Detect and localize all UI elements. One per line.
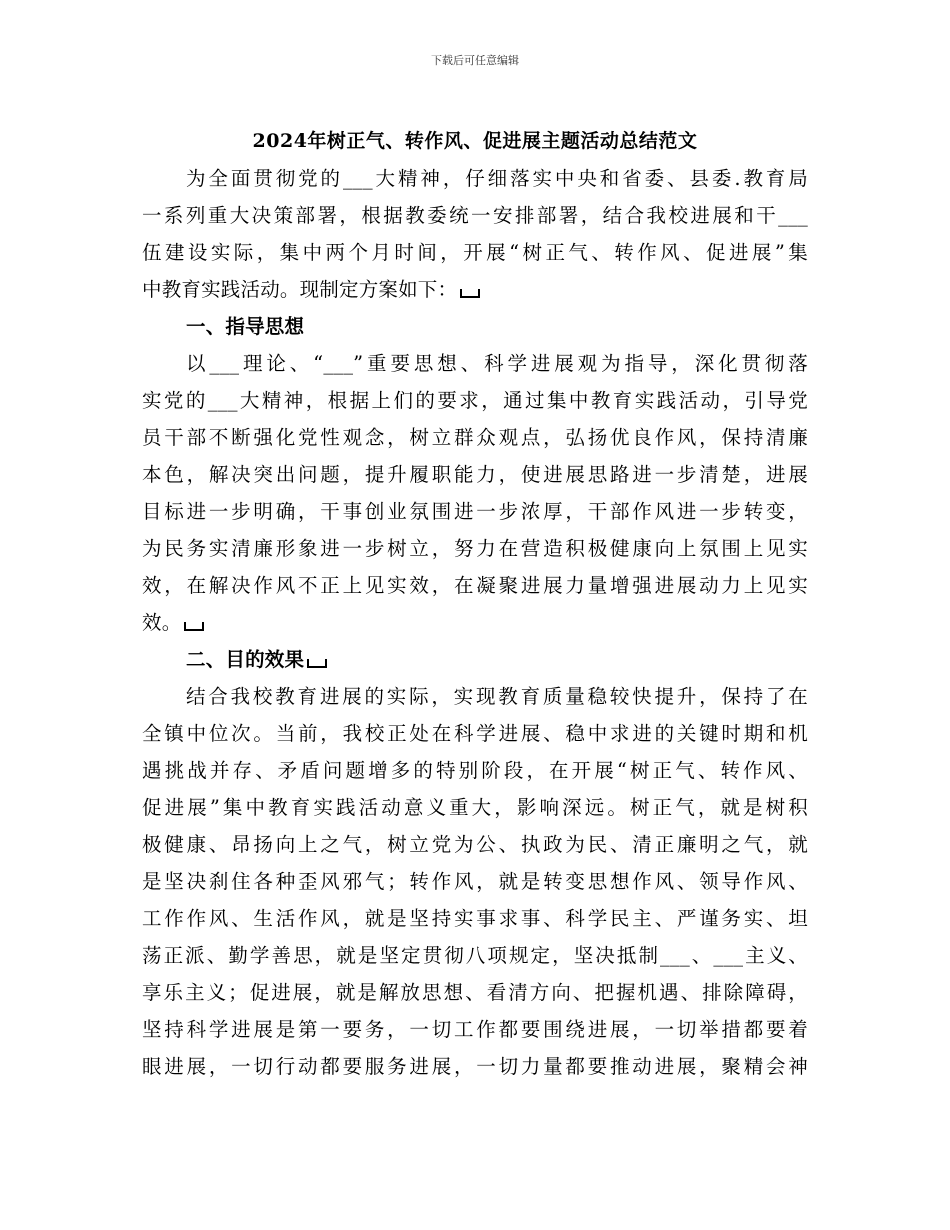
paragraph-line: [142, 826, 808, 863]
paragraph-line: [142, 419, 808, 456]
paragraph-line: [142, 604, 808, 641]
paragraph-line: [142, 345, 808, 382]
line-text: 一、指导思想: [186, 315, 305, 338]
paragraph-line: [142, 530, 808, 567]
line-text: 全镇中位次。当前，我校正处在科学进展、稳中求进的关键时期和机: [142, 722, 808, 745]
paragraph-mark-icon: [184, 622, 204, 631]
line-text: 促进展”集中教育实践活动意义重大，影响深远。树正气，就是树积: [142, 796, 808, 819]
line-text: 为全面贯彻党的___大精神，仔细落实中央和省委、县委.教育局: [186, 167, 808, 190]
line-text: 为民务实清廉形象进一步树立，努力在营造积极健康向上氛围上见实: [142, 537, 808, 560]
line-text: 遇挑战并存、矛盾问题增多的特别阶段，在开展“树正气、转作风、: [142, 759, 808, 782]
paragraph-line: [142, 752, 808, 789]
paragraph-line: [142, 1011, 808, 1048]
line-text: 效。: [142, 611, 182, 634]
line-text: 伍建设实际，集中两个月时间，开展“树正气、转作风、促进展”集: [142, 241, 808, 264]
line-text: 结合我校教育进展的实际，实现教育质量稳较快提升，保持了在: [186, 685, 808, 708]
paragraph-mark-icon: [307, 659, 327, 668]
paragraph-line: [142, 456, 808, 493]
line-text: 效，在解决作风不正上见实效，在凝聚进展力量增强进展动力上见实: [142, 574, 808, 597]
paragraph-line: [142, 567, 808, 604]
line-text: 享乐主义；促进展，就是解放思想、看清方向、把握机遇、排除障碍，: [142, 981, 808, 1004]
line-text: 工作作风、生活作风，就是坚持实事求事、科学民主、严谨务实、坦: [142, 907, 808, 930]
paragraph-line: [142, 715, 808, 752]
paragraph-line: [142, 974, 808, 1011]
header-note: 下载后可任意编辑: [431, 54, 519, 67]
paragraph-line: [142, 678, 808, 715]
line-text: 中教育实践活动。现制定方案如下：: [142, 278, 458, 301]
line-text: 坚持科学进展是第一要务，一切工作都要围绕进展，一切举措都要着: [142, 1018, 808, 1041]
line-text: 眼进展，一切行动都要服务进展，一切力量都要推动进展，聚精会神: [142, 1055, 808, 1078]
line-text: 是坚决刹住各种歪风邪气；转作风，就是转变思想作风、领导作风、: [142, 870, 808, 893]
line-text: 目标进一步明确，干事创业氛围进一步浓厚，干部作风进一步转变，: [142, 500, 808, 523]
line-text: 二、目的效果: [186, 648, 305, 671]
paragraph-line: [142, 197, 808, 234]
paragraph-line: [142, 271, 808, 308]
paragraph-line: [142, 382, 808, 419]
section-heading: [142, 641, 808, 678]
paragraph-line: [142, 160, 808, 197]
paragraph-line: [142, 863, 808, 900]
document-body: [142, 160, 808, 1085]
document-title: 2024年树正气、转作风、促进展主题活动总结范文: [252, 130, 698, 152]
paragraph-mark-icon: [460, 289, 480, 298]
paragraph-line: [142, 789, 808, 826]
line-text: 本色，解决突出问题，提升履职能力，使进展思路进一步清楚，进展: [142, 463, 808, 486]
line-text: 荡正派、勤学善思，就是坚定贯彻八项规定，坚决抵制___、___主义、: [142, 944, 808, 967]
line-text: 以___理论、“___”重要思想、科学进展观为指导，深化贯彻落: [186, 352, 808, 375]
line-text: 极健康、昂扬向上之气，树立党为公、执政为民、清正廉明之气，就: [142, 833, 808, 856]
paragraph-line: [142, 1048, 808, 1085]
paragraph-line: [142, 937, 808, 974]
line-text: 一系列重大决策部署，根据教委统一安排部署，结合我校进展和干___: [142, 204, 808, 227]
paragraph-line: [142, 900, 808, 937]
line-text: 实党的___大精神，根据上们的要求，通过集中教育实践活动，引导党: [142, 389, 808, 412]
section-heading: [142, 308, 808, 345]
paragraph-line: [142, 234, 808, 271]
paragraph-line: [142, 493, 808, 530]
line-text: 员干部不断强化党性观念，树立群众观点，弘扬优良作风，保持清廉: [142, 426, 808, 449]
